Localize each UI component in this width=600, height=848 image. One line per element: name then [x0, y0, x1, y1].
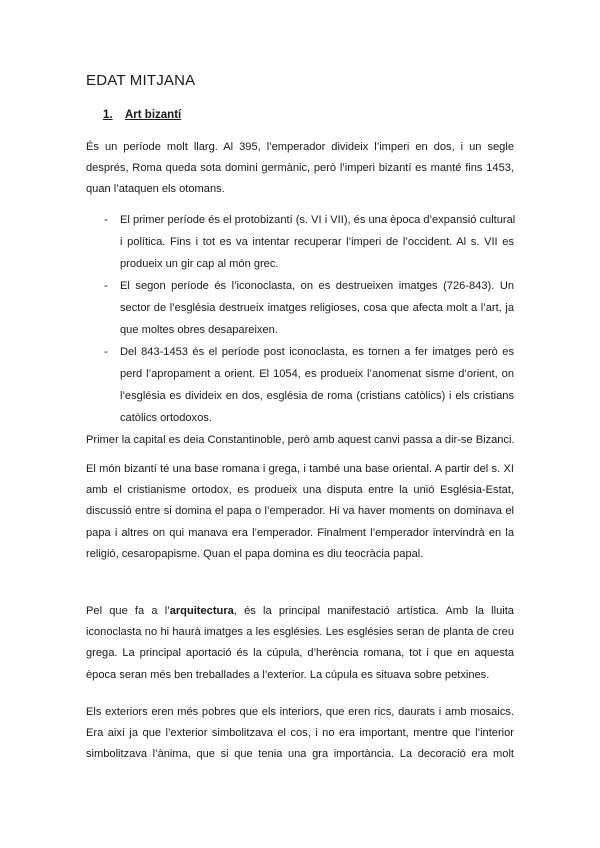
bullet-dash: -	[104, 280, 108, 292]
intro-paragraph	[86, 137, 514, 201]
text-line: amb el cristianisme ortodox, es produeix una disputa entre la unió Església-Estat,	[86, 484, 514, 497]
text-fragment: Pel que fa a l’	[86, 605, 170, 617]
period-list	[86, 209, 514, 429]
bold-term: arquitectura	[169, 605, 234, 617]
paragraph-exteriors	[86, 702, 514, 766]
paragraph-arquitectura	[86, 601, 514, 686]
text-line: papa i altres on qui manava era l’emperador. Finalment l’emperador intervindrà en la	[86, 526, 514, 539]
text-line: Del 843-1453 és el període post iconoclasta, es tornen a fer imatges però es	[120, 346, 514, 358]
section-heading	[103, 109, 181, 121]
list-item	[86, 209, 514, 275]
text-line: després, Roma queda sota domini germànic, però l’imperi bizantí es manté fins 1453,	[86, 162, 514, 175]
text-line: Els exteriors eren més pobres que els interiors, que eren rics, daurats i amb mosaics.	[86, 706, 514, 718]
text-line: El primer període és el protobizantí (s. VI i VII), és una època d’expansió cultural	[120, 214, 516, 226]
text-line: iconoclasta no hi haurà imatges a les esglésies. Les esglésies seran de planta de creu	[86, 626, 514, 639]
text-line: discussió entre si domina el papa o l’emperador. Hi va haver moments on dominava el	[86, 505, 514, 518]
text-line: El segon període és l’iconoclasta, on es destrueixen imatges (726-843). Un	[120, 280, 514, 292]
text-line: i política. Fins i tot es va intentar recuperar l’imperi de l’occident. Al s. VII es	[120, 236, 514, 248]
text-line: catòlics ortodoxos.	[120, 412, 212, 424]
text-line: simbolitzava l’ànima, que si que tenia una gra importància. La decoració era molt	[86, 748, 514, 761]
bullet-dash: -	[104, 214, 108, 226]
text-line	[86, 601, 514, 622]
text-line: sector de l’església destrueix imatges religioses, cosa que afecta molt a l’art, ja	[120, 302, 514, 314]
list-item	[86, 275, 514, 341]
text-line: religió, cesaropapisme. Quan el papa domina es diu teocràcia papal.	[86, 547, 424, 560]
list-item	[86, 341, 514, 429]
text-line: És un període molt llarg. Al 395, l’emperador divideix l’imperi en dos, i un segle	[86, 141, 514, 153]
text-line: quan l’ataquen els otomans.	[86, 183, 225, 196]
text-fragment: , és la principal manifestació artística. Amb la lluita	[233, 605, 514, 617]
bullet-dash: -	[104, 346, 108, 358]
text-line: època seran més ben treballades a l’exterior. La cúpula es situava sobre petxines.	[86, 668, 490, 681]
text-line: Primer la capital es deia Constantinoble, però amb aquest canvi passa a dir-se Bizanci.	[86, 434, 515, 446]
text-line: l’església es divideix en dos, església de roma (cristians catòlics) i els cristians	[120, 390, 514, 402]
text-line: que moltes obres desapareixen.	[120, 324, 278, 336]
capital-note	[86, 430, 514, 451]
text-line: perd l’apropament a orient. El 1054, es produeix l’anomenat sisme d’orient, on	[120, 368, 514, 380]
page-title: EDAT MITJANA	[86, 72, 196, 89]
text-line: grega. La principal aportació és la cúpula, d’herència romana, tot i que en aquesta	[86, 647, 514, 660]
paragraph-mon-bizanti	[86, 459, 514, 565]
text-line: Era així ja que l’exterior simbolitzava el cos, i no era important, mentre que l’interior	[86, 727, 514, 740]
text-line: El món bizantí té una base romana i grega, i també una base oriental. A partir del s. XI	[86, 463, 514, 475]
text-line: produeix un gir cap al món grec.	[120, 258, 279, 270]
section-number: 1.	[103, 109, 113, 121]
section-title: Art bizantí	[125, 109, 182, 121]
